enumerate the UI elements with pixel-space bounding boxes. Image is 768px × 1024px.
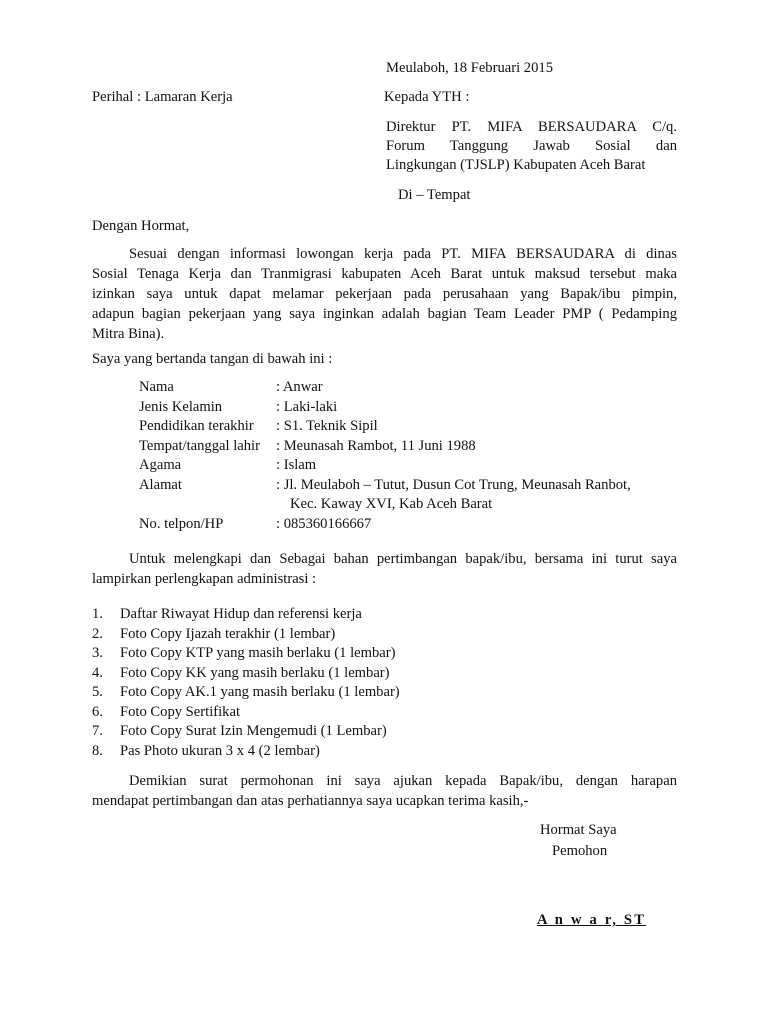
- list-number: 2.: [92, 625, 103, 642]
- list-text: Foto Copy Sertifikat: [120, 703, 240, 720]
- recipient-line: Forum Tanggung Jawab Sosial dan: [386, 138, 677, 154]
- letter-date: Meulaboh, 18 Februari 2015: [386, 60, 553, 76]
- paragraph-line: Demikian surat permohonan ini saya ajukan kepada Bapak/ibu, dengan harapan: [129, 773, 677, 789]
- recipient-label: Kepada YTH :: [384, 89, 470, 105]
- identity-row: [139, 398, 631, 418]
- identity-value: : Laki-laki: [276, 398, 338, 415]
- list-item: [92, 605, 400, 625]
- identity-value: : S1. Teknik Sipil: [276, 418, 378, 434]
- identity-value: : 085360166667: [276, 515, 372, 532]
- paragraph-closing: [92, 771, 677, 811]
- identity-label: Nama: [139, 379, 174, 395]
- list-number: 4.: [92, 664, 103, 681]
- recipient-line: Direktur PT. MIFA BERSAUDARA C/q.: [386, 119, 677, 135]
- list-text: Foto Copy Surat Izin Mengemudi (1 Lembar): [120, 723, 387, 739]
- list-item: [92, 722, 400, 742]
- list-item: [92, 625, 400, 645]
- list-text: Daftar Riwayat Hidup dan referensi kerja: [120, 606, 362, 622]
- identity-label: Tempat/tanggal lahir: [139, 437, 260, 454]
- list-item: [92, 664, 400, 684]
- list-text: Foto Copy AK.1 yang masih berlaku (1 lembar): [120, 684, 400, 700]
- list-item: [92, 644, 400, 664]
- paragraph-line: adapun bagian pekerjaan yang saya inginkan adalah bagian Team Leader PMP ( Pedamping: [92, 306, 677, 322]
- list-item: [92, 703, 400, 723]
- recipient-place: Di – Tempat: [398, 187, 471, 203]
- list-item: [92, 742, 400, 762]
- greeting: Dengan Hormat,: [92, 218, 190, 234]
- paragraph-line: Untuk melengkapi dan Sebagai bahan pertimbangan bapak/ibu, bersama ini turut saya: [129, 551, 677, 567]
- identity-label: Jenis Kelamin: [139, 398, 223, 415]
- paragraph-line: Sosial Tenaga Kerja dan Tranmigrasi kabupaten Aceh Barat untuk maksud tersebut maka: [92, 266, 677, 282]
- identity-label: Pendidikan terakhir: [139, 418, 254, 434]
- identity-intro: Saya yang bertanda tangan di bawah ini :: [92, 351, 333, 367]
- letter-subject: Perihal : Lamaran Kerja: [92, 89, 233, 105]
- identity-value: : Islam: [276, 457, 317, 473]
- list-number: 6.: [92, 703, 103, 720]
- identity-label: Alamat: [139, 476, 182, 493]
- list-text: Foto Copy Ijazah terakhir (1 lembar): [120, 625, 336, 642]
- identity-value: : Anwar: [276, 379, 323, 395]
- address-continuation: Kec. Kaway XVI, Kab Aceh Barat: [290, 496, 493, 512]
- list-number: 5.: [92, 684, 103, 700]
- identity-label: No. telpon/HP: [139, 515, 224, 532]
- identity-row: [139, 417, 631, 437]
- signer-name: A n w a r, ST: [537, 912, 647, 928]
- identity-row: [139, 515, 631, 535]
- list-number: 7.: [92, 723, 103, 739]
- list-number: 3.: [92, 645, 103, 661]
- recipient-address: [386, 118, 677, 175]
- list-text: Pas Photo ukuran 3 x 4 (2 lembar): [120, 742, 320, 759]
- list-number: 8.: [92, 742, 103, 759]
- identity-table: [139, 378, 631, 534]
- identity-row: [139, 456, 631, 476]
- paragraph-line: Sesuai dengan informasi lowongan kerja pada PT. MIFA BERSAUDARA di dinas: [129, 246, 677, 262]
- list-item: [92, 683, 400, 703]
- closing-salutation: Hormat Saya: [540, 822, 617, 838]
- recipient-line: Lingkungan (TJSLP) Kabupaten Aceh Barat: [386, 157, 646, 173]
- list-text: Foto Copy KTP yang masih berlaku (1 lembar): [120, 645, 396, 661]
- list-number: 1.: [92, 606, 103, 622]
- identity-row: [139, 378, 631, 398]
- identity-value: : Jl. Meulaboh – Tutut, Dusun Cot Trung, Meunasah Ranbot,: [276, 476, 631, 493]
- paragraph-attachments-intro: [92, 549, 677, 589]
- paragraph-intro: [92, 244, 677, 344]
- paragraph-line: Mitra Bina).: [92, 326, 165, 342]
- closing-role: Pemohon: [552, 843, 608, 859]
- paragraph-line: lampirkan perlengkapan administrasi :: [92, 571, 317, 587]
- identity-row: [139, 437, 631, 457]
- paragraph-line: izinkan saya untuk dapat melamar pekerjaan pada perusahaan yang Bapak/ibu pimpin,: [92, 286, 677, 302]
- identity-label: Agama: [139, 457, 182, 473]
- attachment-list: [92, 605, 400, 761]
- identity-row: [139, 476, 631, 496]
- list-text: Foto Copy KK yang masih berlaku (1 lembar): [120, 664, 390, 681]
- identity-value: : Meunasah Rambot, 11 Juni 1988: [276, 437, 476, 454]
- paragraph-line: mendapat pertimbangan dan atas perhatiannya saya ucapkan terima kasih,-: [92, 793, 529, 809]
